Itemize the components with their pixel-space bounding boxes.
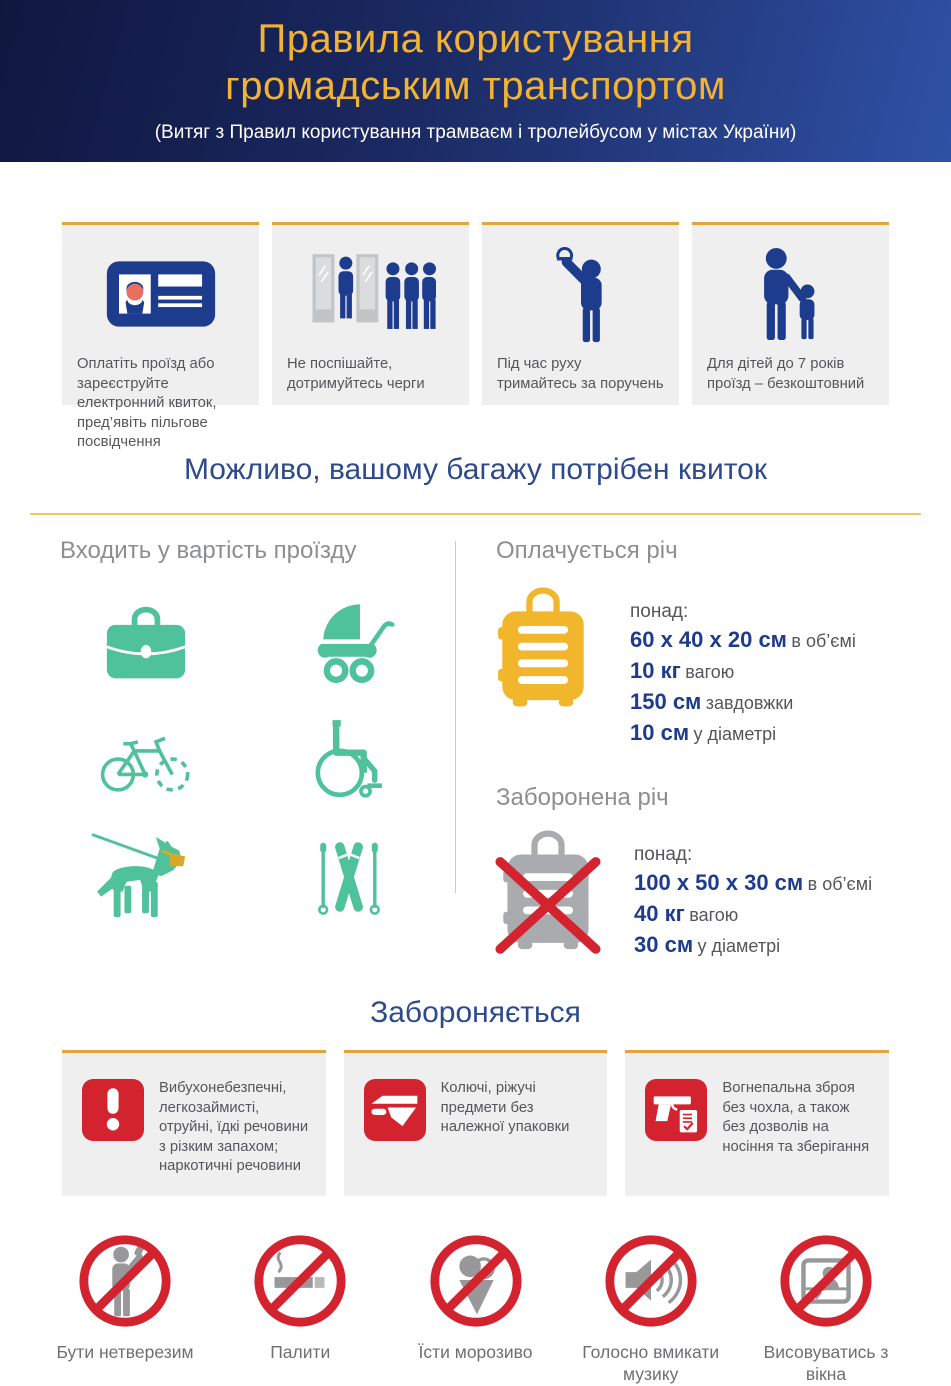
header-banner [0, 0, 951, 162]
limit-unit: у діаметрі [697, 936, 781, 956]
limit-value: 150 см [630, 689, 702, 714]
sign-label: Палити [270, 1342, 331, 1362]
sign-label: Їсти морозиво [418, 1342, 533, 1362]
banned-item-block [496, 830, 951, 962]
prohibited-card-text: Колючі, ріжучі предмети без належної упаковки [440, 1080, 570, 1136]
paid-item-block [496, 587, 951, 750]
sign-no-drunk [44, 1232, 206, 1386]
rule-card-children [692, 222, 889, 405]
limit-value: 60 x 40 x 20 см [630, 627, 787, 652]
dog-on-leash-icon [60, 827, 233, 926]
limits-intro: понад: [630, 601, 689, 622]
adult-child-icon [692, 225, 889, 353]
limit-value: 30 см [634, 932, 694, 957]
page-subtitle: (Витяг з Правил користування трамваєм і тролейбусом у містах України) [154, 121, 797, 143]
suitcase-icon [496, 587, 590, 750]
rule-card-text: Оплатіть проїзд або зареєструйте електронний квиток, пред’явіть пільгове посвідчення [77, 356, 217, 451]
banned-heading: Заборонена річ [496, 784, 669, 811]
limit-line [634, 900, 872, 931]
limit-unit: в об’ємі [807, 874, 873, 894]
banned-limits [634, 830, 872, 962]
baggage-columns [60, 537, 951, 962]
ice-cream-icon [427, 1232, 525, 1330]
sign-label: Бути нетверезим [56, 1342, 194, 1362]
limit-line [630, 719, 856, 750]
prohibition-signs-row [44, 1232, 907, 1386]
cigarette-icon [251, 1232, 349, 1330]
prohibited-card-firearms [625, 1050, 889, 1196]
rules-cards-row [62, 222, 889, 451]
limit-value: 10 см [630, 720, 690, 745]
id-card-icon [62, 225, 259, 353]
bicycle-icon [60, 710, 233, 809]
limits-intro: понад: [634, 844, 693, 865]
limit-line [630, 657, 856, 688]
sign-no-ice-cream [395, 1232, 557, 1386]
included-column [60, 537, 435, 962]
sign-no-smoking [219, 1232, 381, 1386]
rule-card-payment [62, 222, 259, 451]
queue-icon [272, 225, 469, 353]
limit-unit: вагою [689, 905, 739, 925]
included-icons-grid [60, 593, 435, 926]
briefcase-icon [60, 593, 233, 692]
loud-music-icon [602, 1232, 700, 1330]
limit-unit: у діаметрі [693, 724, 777, 744]
exclamation-icon [82, 1079, 144, 1176]
handrail-icon [482, 225, 679, 353]
limit-unit: в об’ємі [791, 631, 856, 651]
sign-no-leaning-out [745, 1232, 907, 1386]
wheelchair-icon [263, 710, 436, 809]
limit-value: 100 x 50 x 30 см [634, 870, 804, 895]
page-title [0, 16, 951, 110]
paid-heading: Оплачується річ [496, 537, 678, 564]
prohibited-section-title: Забороняється [370, 996, 581, 1029]
skis-icon [263, 827, 436, 926]
prohibited-card-substances [62, 1050, 326, 1196]
limit-line [630, 626, 856, 657]
prohibited-cards-row [62, 1050, 889, 1196]
paid-column [456, 537, 951, 962]
limit-unit: завдовжки [705, 693, 794, 713]
gun-permit-icon [645, 1079, 707, 1176]
knives-icon [364, 1079, 426, 1176]
drunk-person-icon [76, 1232, 174, 1330]
page-title-line1: Правила користування [257, 17, 694, 61]
sign-no-loud-music [570, 1232, 732, 1386]
limit-value: 10 кг [630, 658, 681, 683]
rule-card-handrail [482, 222, 679, 405]
page-title-line2: громадським транспортом [225, 63, 726, 108]
lean-out-window-icon [777, 1232, 875, 1330]
included-heading: Входить у вартість проїзду [60, 537, 357, 564]
stroller-icon [263, 593, 436, 692]
limit-line [634, 931, 872, 962]
rule-card-text: Не поспішайте, дотримуйтесь черги [287, 356, 425, 392]
prohibited-card-text: Вибухонебезпечні, легкозаймисті, отруйні, їдкі речовини з різким запахом; наркотичні речовини [159, 1080, 309, 1175]
crossed-suitcase-icon [496, 830, 600, 962]
rule-card-text: Для дітей до 7 років проїзд – безкоштовний [707, 356, 865, 392]
sign-label: Голосно вмикати музику [582, 1342, 720, 1384]
paid-limits [630, 587, 856, 750]
limit-line [630, 688, 856, 719]
prohibited-card-sharp-objects [344, 1050, 608, 1196]
rule-card-text: Під час руху тримайтесь за поручень [497, 356, 664, 392]
baggage-section-title: Можливо, вашому багажу потрібен квиток [183, 453, 767, 486]
prohibited-card-text: Вогнепальна зброя без чохла, а також без дозволів на носіння та зберігання [722, 1080, 870, 1155]
limit-unit: вагою [685, 662, 735, 682]
limit-line [634, 869, 872, 900]
sign-label: Висовуватись з вікна [763, 1342, 889, 1384]
limit-value: 40 кг [634, 901, 685, 926]
gold-divider [30, 513, 921, 515]
rule-card-queue [272, 222, 469, 405]
